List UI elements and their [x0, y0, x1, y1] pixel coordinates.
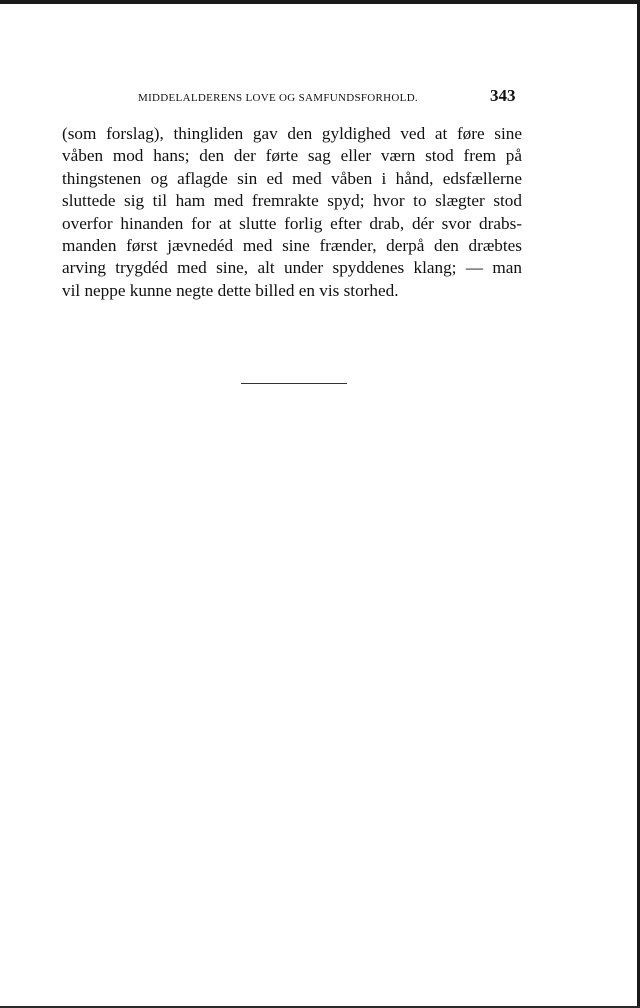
text-line: (som forslag), thingliden gav den gyldighed ved at føre sine: [62, 124, 522, 143]
page-number: 343: [490, 86, 516, 105]
text-line: våben mod hans; den der førte sag eller værn stod frem på: [62, 146, 522, 166]
text-line: vil neppe kunne negte dette billed en vis storhed.: [62, 280, 399, 300]
text-line: overfor hinanden for at slutte forlig efter drab, dér svor drabs-: [62, 213, 522, 233]
text-line: thingstenen og aflagde sin ed med våben i hånd, edsfællerne: [62, 168, 522, 188]
text-line: manden først jævnedéd med sine frænder, derpå den dræbtes: [62, 235, 522, 255]
section-end-rule: [241, 383, 347, 384]
body-paragraph: [62, 123, 522, 302]
text-line: sluttede sig til ham med fremrakte spyd; hvor to slægter stod: [62, 191, 522, 211]
running-title: MIDDELALDERENS LOVE OG SAMFUNDSFORHOLD.: [138, 92, 418, 104]
scan-border-top: [0, 0, 640, 4]
text-line: arving trygdéd med sine, alt under spyddenes klang; — man: [62, 258, 522, 278]
